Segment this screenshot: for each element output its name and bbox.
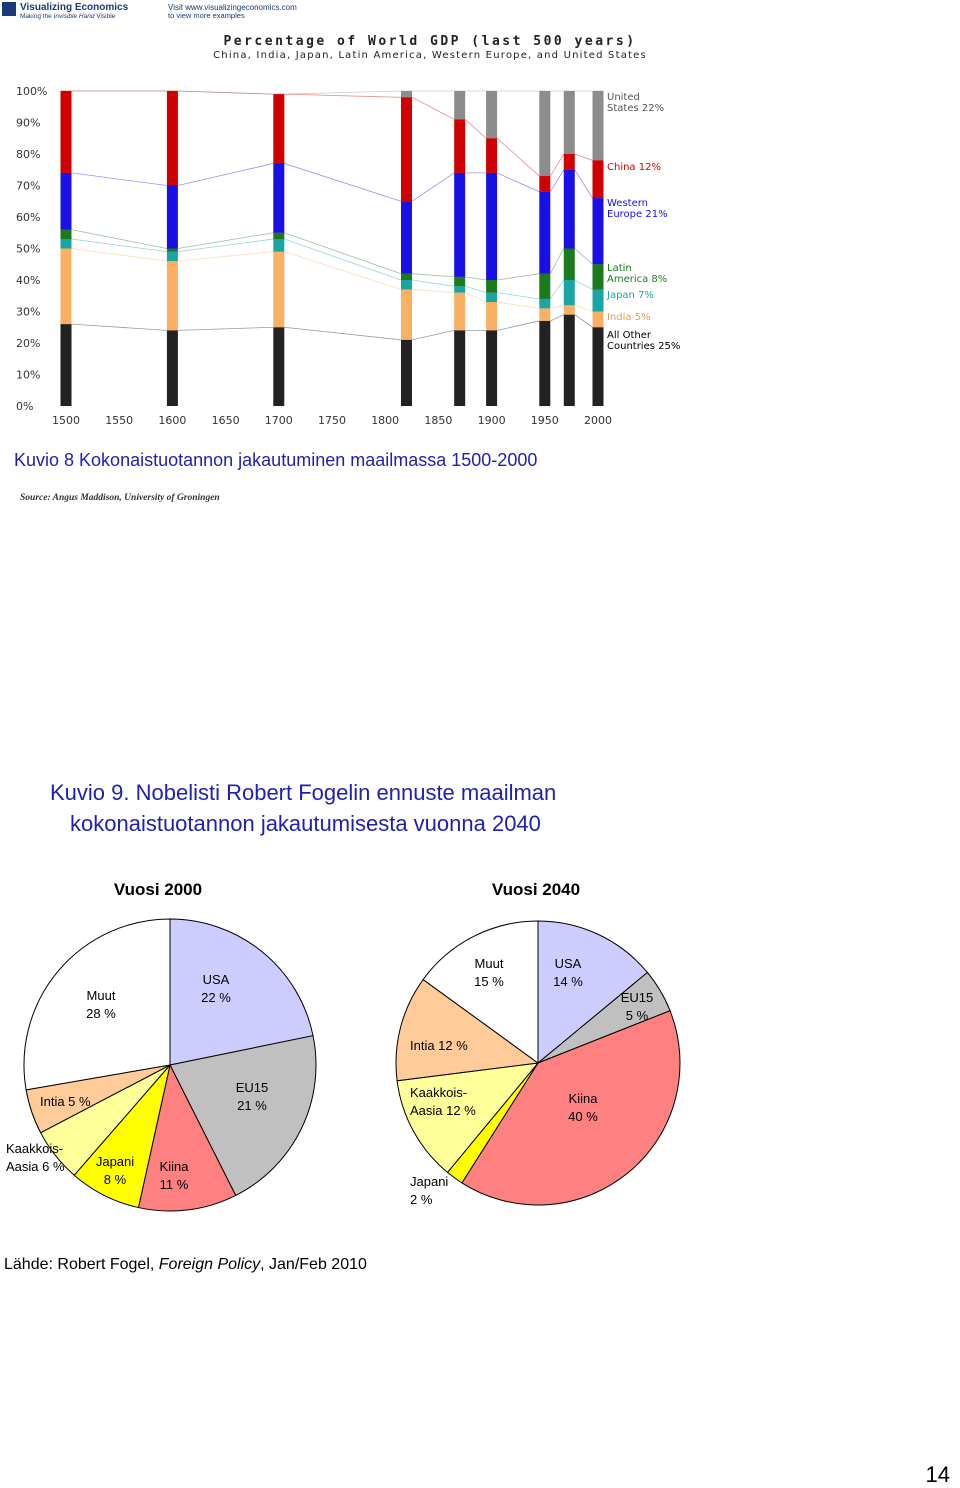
x-tick-label: 1500 (52, 414, 80, 427)
bar-segment (401, 97, 412, 201)
bar-segment (61, 230, 72, 239)
bar-segment (454, 286, 465, 292)
bar-segment (167, 252, 178, 261)
series-end-label: Western Europe 21% (607, 198, 668, 220)
x-tick-label: 1750 (318, 414, 346, 427)
bar-segment (593, 91, 604, 160)
pie-slice-label: Japani 8 % (95, 1154, 135, 1187)
y-tick-label: 50% (16, 242, 41, 256)
bar-segment (273, 327, 284, 406)
source-prefix: Lähde: Robert Fogel, (4, 1256, 159, 1273)
source-line (4, 1256, 367, 1274)
bar-segment (273, 252, 284, 328)
figure8-source: Source: Angus Maddison, University of Groningen (20, 493, 220, 503)
bar-segment (401, 201, 412, 273)
pie-slice-label: Kiina 40 % (568, 1091, 598, 1124)
pie-slice-label: EU15 5 % (620, 990, 654, 1023)
x-tick-label: 1550 (105, 414, 134, 427)
bar-segment (539, 308, 550, 321)
bar-segment (486, 91, 497, 138)
x-tick-label: 1800 (371, 414, 400, 427)
figure8-caption: Kuvio 8 Kokonaistuotannon jakautuminen maailmassa 1500-2000 (14, 450, 538, 470)
x-tick-label: 1950 (530, 414, 559, 427)
y-tick-label: 10% (16, 368, 41, 382)
bar-segment (167, 249, 178, 252)
bar-segment (401, 289, 412, 339)
bar-segment (539, 91, 550, 176)
figure9-caption-line1: Kuvio 9. Nobelisti Robert Fogelin ennuste maailman (50, 780, 557, 805)
bar-segment (539, 192, 550, 274)
bar-segment (564, 305, 575, 314)
x-tick-label: 1600 (158, 414, 187, 427)
bar-segment (167, 261, 178, 330)
pie-slice-label: Kiina 11 % (159, 1159, 189, 1192)
y-tick-label: 0% (16, 400, 34, 413)
page-number: 14 (925, 1462, 950, 1487)
bar-segment (61, 239, 72, 248)
y-tick-label: 70% (16, 179, 41, 193)
chart-subtitle: China, India, Japan, Latin America, Western Europe, and United States (213, 50, 647, 61)
bar-segment (454, 173, 465, 277)
series-end-label: All Other Countries 25% (607, 330, 681, 352)
series-end-label: India 5% (607, 312, 651, 323)
series-connector-line (61, 239, 604, 299)
bar-segment (486, 280, 497, 293)
x-tick-label: 1850 (424, 414, 453, 427)
bar-segment (564, 315, 575, 406)
chart-title: Percentage of World GDP (last 500 years) (223, 34, 637, 49)
bar-segment (486, 138, 497, 173)
bar-segment (564, 170, 575, 249)
series-connector-line (61, 91, 604, 94)
pie-slice-label: EU15 21 % (235, 1080, 269, 1113)
bar-segment (539, 321, 550, 406)
pie-slice-label: Muut 28 % (86, 988, 116, 1021)
gdp-forecast-pies (0, 860, 960, 1250)
pie-slice-label: Muut 15 % (474, 956, 504, 989)
series-connector-line (61, 315, 604, 340)
source-suffix: , Jan/Feb 2010 (260, 1256, 367, 1273)
bar-segment (564, 280, 575, 305)
bar-segment (564, 154, 575, 170)
bar-segment (593, 198, 604, 264)
y-tick-label: 60% (16, 211, 41, 224)
bar-segment (61, 173, 72, 230)
y-tick-label: 100% (16, 85, 48, 98)
pie-slice-label: Kaakkois-Aasia 12 % (410, 1085, 476, 1118)
bar-segment (593, 289, 604, 311)
bar-segment (486, 330, 497, 406)
series-connector-line (61, 163, 604, 201)
bar-segment (167, 186, 178, 249)
x-tick-label: 1900 (477, 414, 506, 427)
bar-segment (454, 91, 465, 119)
pie-slice-label: Kaakkois-Aasia 6 % (6, 1141, 65, 1174)
x-tick-label: 2000 (584, 414, 612, 427)
series-connector-line (61, 91, 604, 176)
y-tick-label: 90% (16, 116, 41, 130)
y-tick-label: 80% (16, 148, 41, 161)
logo-line2: Making the Invisible Hand Visible (20, 13, 116, 20)
bar-segment (401, 274, 412, 280)
bar-segment (273, 233, 284, 239)
pie-slice-label: USA 14 % (553, 956, 583, 989)
series-end-label: China 12% (607, 162, 661, 173)
bar-segment (539, 274, 550, 299)
x-tick-label: 1700 (264, 414, 293, 427)
pie-slice-label: Intia 5 % (40, 1094, 91, 1109)
y-tick-label: 20% (16, 337, 41, 350)
bar-segment (167, 91, 178, 186)
series-connector-line (61, 230, 604, 280)
bar-segment (593, 160, 604, 198)
pie-slice-label: Japani 2 % (410, 1174, 449, 1207)
bar-segment (539, 176, 550, 192)
bar-segment (167, 330, 178, 406)
bar-segment (454, 119, 465, 173)
bar-segment (454, 277, 465, 286)
bar-segment (454, 330, 465, 406)
y-tick-label: 30% (16, 305, 41, 319)
pie-2040-title: Vuosi 2040 (491, 880, 581, 899)
bar-segment (273, 94, 284, 163)
y-tick-label: 40% (16, 274, 41, 287)
bar-segment (61, 324, 72, 406)
pie-slice (24, 919, 170, 1090)
bar-segment (593, 327, 604, 406)
visualizing-economics-logo (2, 2, 297, 20)
figure9-caption-line2: kokonaistuotannon jakautumisesta vuonna 2040 (70, 811, 541, 836)
pie-slice-label: Intia 12 % (410, 1038, 468, 1053)
bar-segment (486, 173, 497, 280)
logo-mark-icon (2, 2, 16, 16)
pie-slice-label: USA 22 % (201, 972, 231, 1005)
series-connector-line (61, 249, 604, 312)
pie-2000-title: Vuosi 2000 (113, 880, 203, 899)
bar-segment (593, 312, 604, 328)
bar-segment (401, 340, 412, 406)
series-end-label: Latin America 8% (607, 263, 668, 285)
bar-segment (61, 249, 72, 325)
logo-line1: Visualizing Economics (20, 2, 129, 13)
series-end-label: Japan 7% (607, 290, 654, 301)
bar-segment (61, 91, 72, 173)
bar-segment (564, 91, 575, 154)
bar-segment (486, 302, 497, 330)
x-tick-label: 1650 (211, 414, 240, 427)
bar-segment (273, 239, 284, 252)
bar-segment (539, 299, 550, 308)
series-end-label: United States 22% (607, 92, 665, 114)
bar-segment (454, 293, 465, 331)
bar-segment (401, 91, 412, 97)
gdp-share-chart (0, 0, 960, 440)
bar-segment (273, 163, 284, 232)
visit-line2: to view more examples (168, 11, 245, 20)
bar-segment (486, 293, 497, 302)
visit-line1: Visit www.visualizingeconomics.com (168, 3, 297, 12)
bar-segment (593, 264, 604, 289)
bar-segment (401, 280, 412, 289)
source-publication: Foreign Policy (158, 1256, 261, 1273)
bar-segment (564, 249, 575, 281)
